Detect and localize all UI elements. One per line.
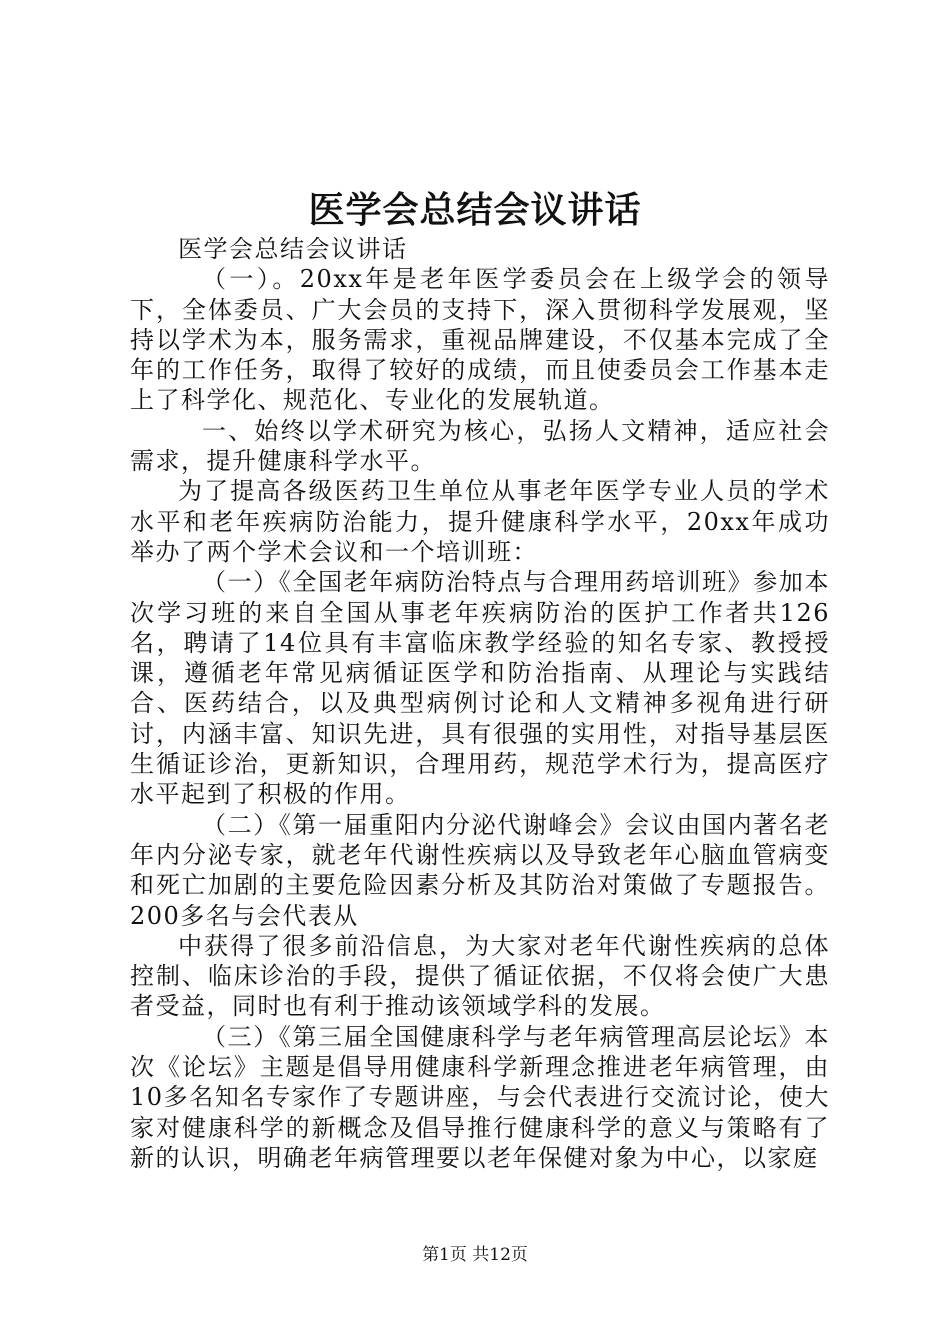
paragraph-item-three: （三）《第三届全国健康科学与老年病管理高层论坛》本次《论坛》主题是倡导用健康科学新理念推进老年病管理，由10多名知名专家作了专题讲座，与会代表进行交流讨论，使大家对健康科学的新概念及倡导推行健康科学的意义与策略有了新的认识，明确老年病管理要以老年保健对象为中心，以家庭: [130, 1022, 830, 1172]
paragraph-item-two: （二）《第一届重阳内分泌代谢峰会》会议由国内著名老年内分泌专家，就老年代谢性疾病以及导致老年心脑血管病变和死亡加剧的主要危险因素分析及其防治对策做了专题报告。200多名与会代表从: [130, 810, 830, 930]
paragraph-subtitle: 医学会总结会议讲话: [178, 235, 408, 263]
paragraph-item-one: （一）《全国老年病防治特点与合理用药培训班》参加本次学习班的来自全国从事老年疾病防治的医护工作者共126名，聘请了14位具有丰富临床教学经验的知名专家、教授授课，遵循老年常见病循证医学和防治指南、从理论与实践结合、医药结合，以及典型病例讨论和人文精神多视角进行研讨，内涵丰富、知识先进，具有很强的实用性，对指导基层医生循证诊治，更新知识，合理用药，规范学术行为，提高医疗水平起到了积极的作用。: [130, 568, 830, 809]
paragraph-intro: （一）。20xx年是老年医学委员会在上级学会的领导下，全体委员、广大会员的支持下，深入贯彻科学发展观，坚持以学术为本，服务需求，重视品牌建设，不仅基本完成了全年的工作任务，取得了较好的成绩，而且使委员会工作基本走上了科学化、规范化、专业化的发展轨道。: [130, 265, 830, 415]
paragraph-section-one-body: 为了提高各级医药卫生单位从事老年医学专业人员的学术水平和老年疾病防治能力，提升健康科学水平，20xx年成功举办了两个学术会议和一个培训班：: [130, 477, 830, 566]
page-footer: 第1页 共12页: [422, 1245, 528, 1265]
document-title: 医学会总结会议讲话: [308, 189, 642, 231]
paragraph-section-one-heading: 一、始终以学术研究为核心，弘扬人文精神，适应社会需求，提升健康科学水平。: [130, 416, 830, 476]
paragraph-item-two-continued: 中获得了很多前沿信息，为大家对老年代谢性疾病的总体控制、临床诊治的手段，提供了循证依据，不仅将会使广大患者受益，同时也有利于推动该领域学科的发展。: [130, 931, 830, 1021]
document-body: [130, 234, 830, 1173]
